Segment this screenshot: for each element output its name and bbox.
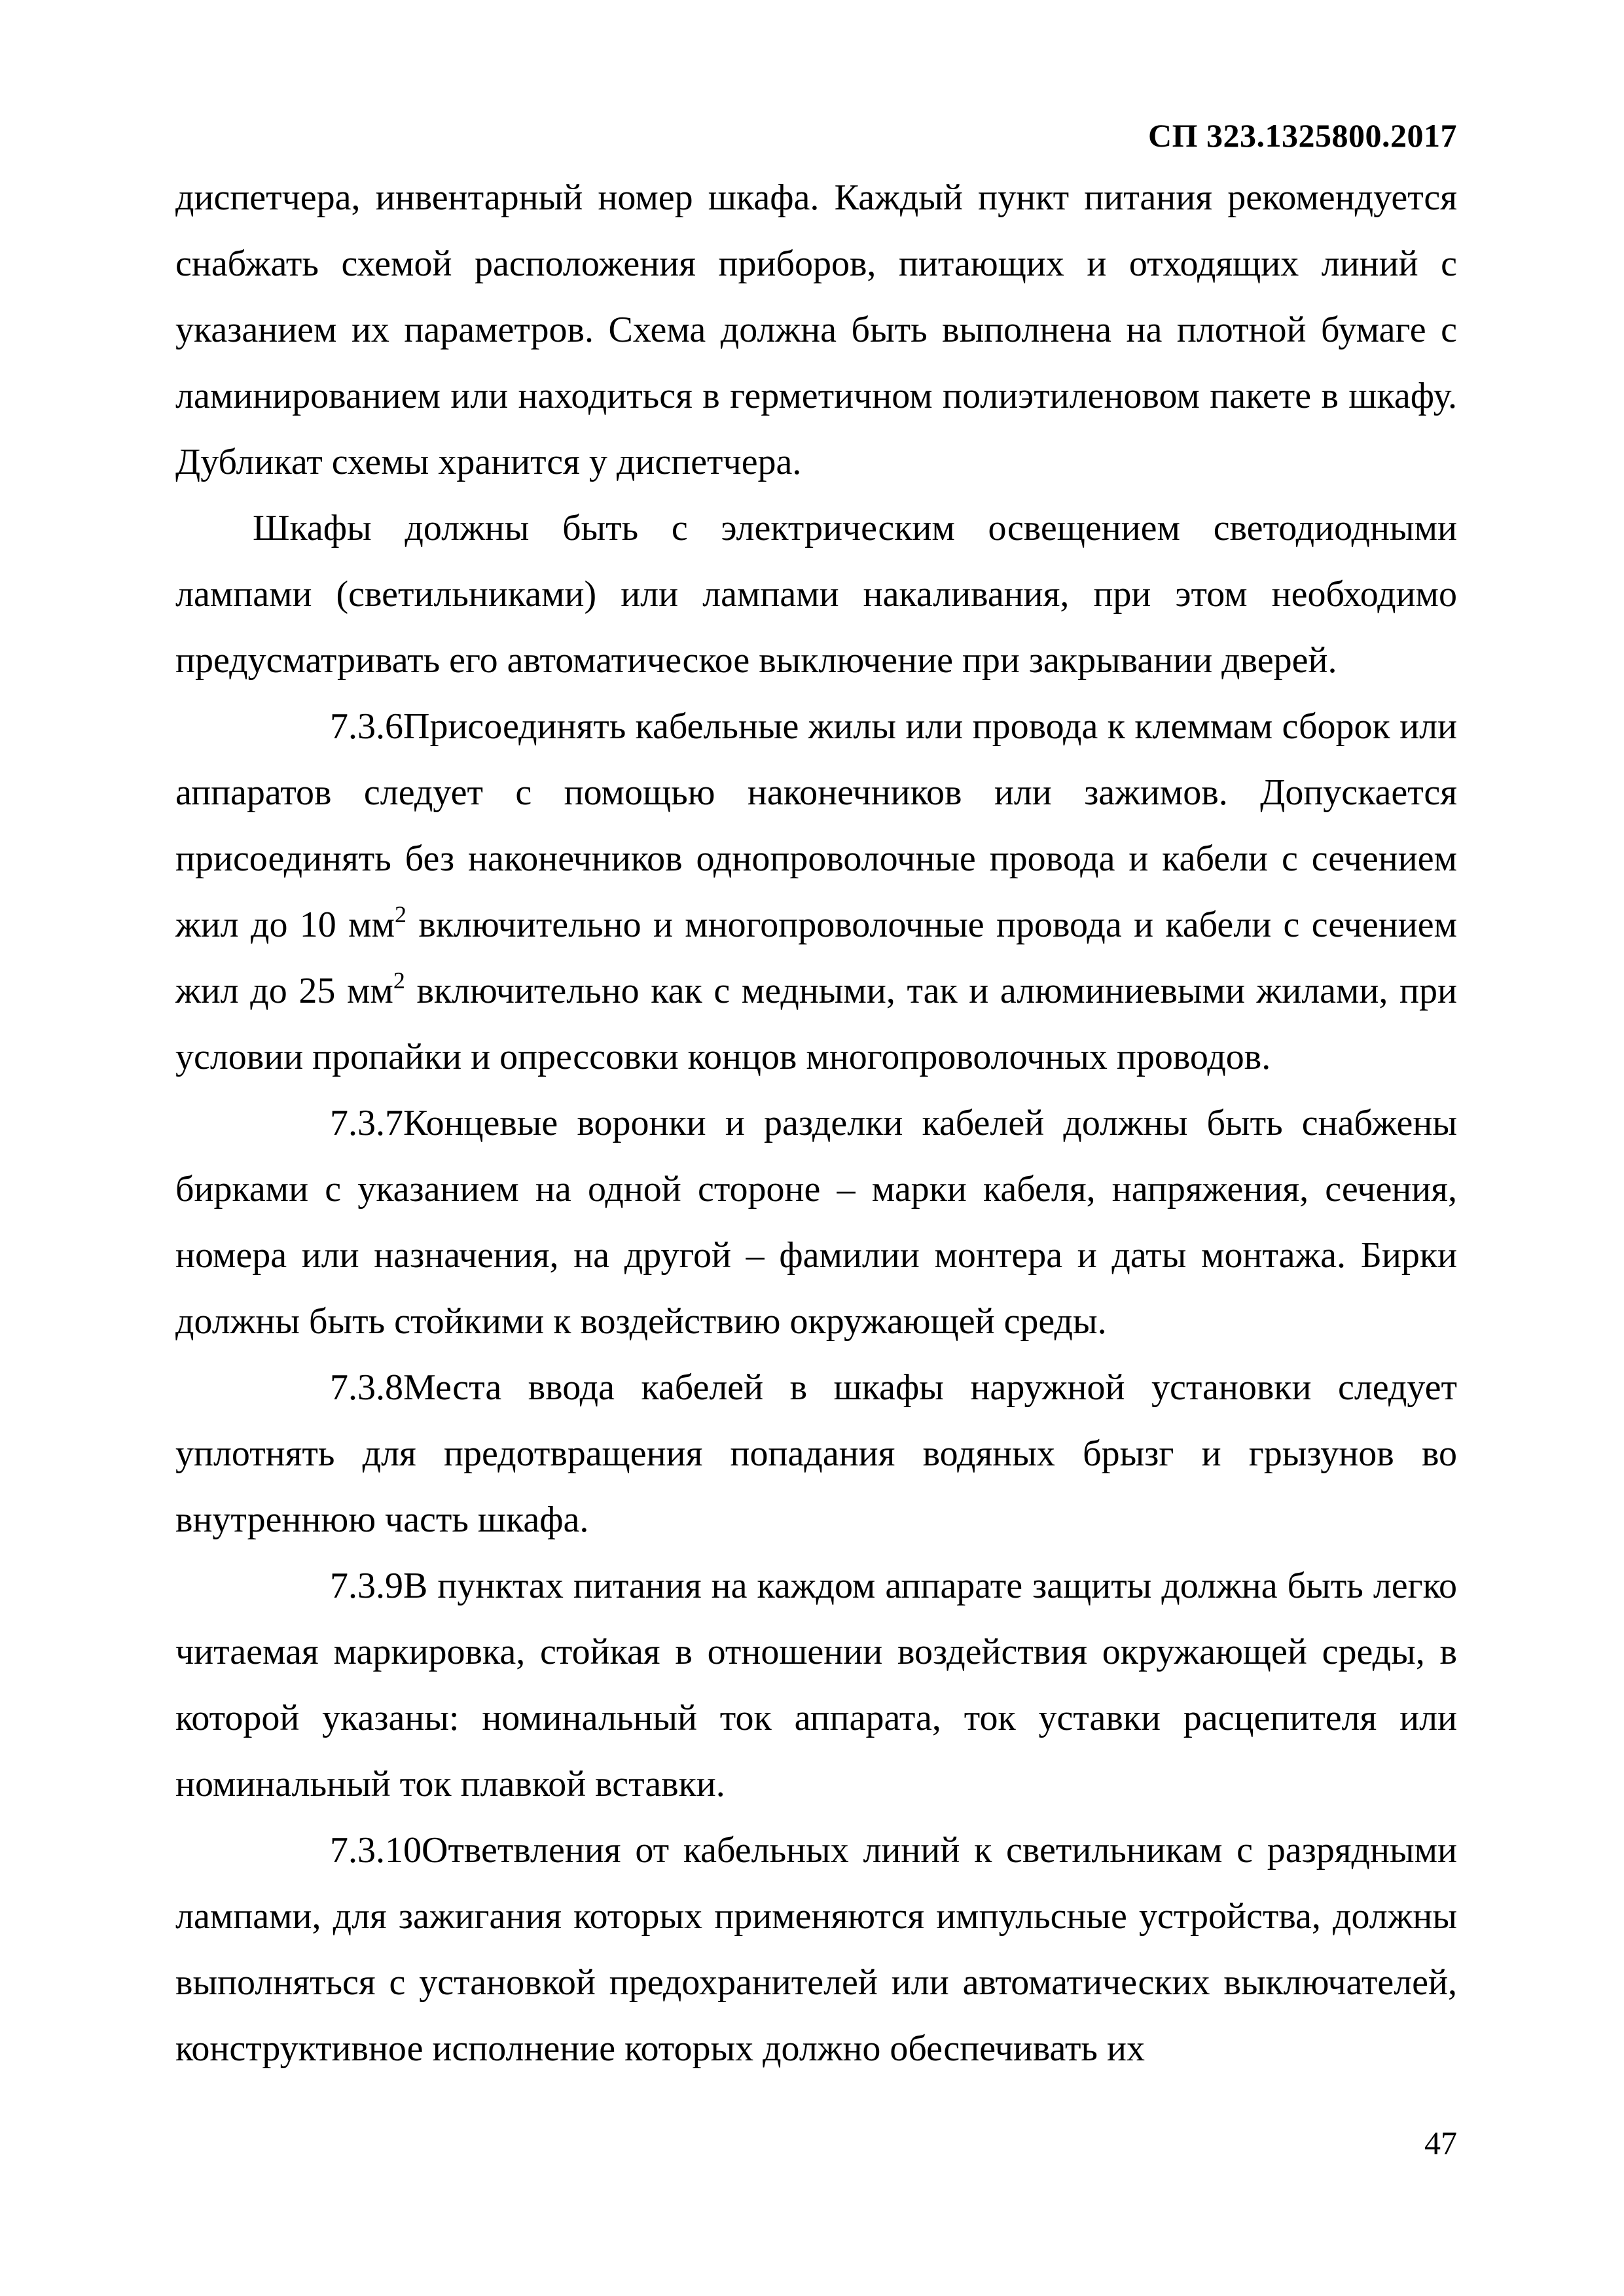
document-code-header: СП 323.1325800.2017 <box>1148 117 1457 154</box>
superscript-squared: 2 <box>393 967 405 994</box>
page-number: 47 <box>1424 2125 1457 2161</box>
superscript-squared: 2 <box>395 901 407 927</box>
paragraph-clause-7-3-7 <box>175 1090 1457 1355</box>
clause-number: 7.3.6 <box>330 706 403 747</box>
paragraph-clause-7-3-9 <box>175 1553 1457 1818</box>
clause-text-part-a: Присоединять кабельные жилы или провода к клеммам сборок или аппаратов следует с помощью наконечников или зажимов. Допускается присоединять без наконечников однопроволочные провода и кабели с сечением жил до 10 мм <box>175 706 1457 945</box>
paragraph-clause-7-3-8 <box>175 1355 1457 1553</box>
clause-text: Места ввода кабелей в шкафы наружной установки следует уплотнять для предотвращения попадания водяных брызг и грызунов во внутреннюю часть шкафа. <box>175 1367 1457 1540</box>
clause-number: 7.3.10 <box>330 1830 422 1871</box>
clause-number: 7.3.8 <box>330 1367 403 1408</box>
paragraph-continuation: диспетчера, инвентарный номер шкафа. Каждый пункт питания рекомендуется снабжать схемой расположения приборов, питающих и отходящих линий с указанием их параметров. Схема должна быть выполнена на плотной бумаге с ламинированием или находиться в герметичном полиэтиленовом пакете в шкафу. Дубликат схемы хранится у диспетчера. <box>175 177 1457 482</box>
clause-text-part-c: включительно как с медными, так и алюминиевыми жилами, при условии пропайки и опрессовки концов многопроволочных проводов. <box>175 971 1457 1077</box>
clause-number: 7.3.7 <box>330 1103 403 1143</box>
clause-text-part-b: включительно и многопроволочные провода и кабели с сечением жил до 25 мм <box>175 905 1457 1011</box>
clause-text: Концевые воронки и разделки кабелей должны быть снабжены бирками с указанием на одной стороне – марки кабеля, напряжения, сечения, номера или назначения, на другой – фамилии монтера и даты монтажа. Бирки должны быть стойкими к воздействию окружающей среды. <box>175 1103 1457 1342</box>
paragraph-cabinet-lighting: Шкафы должны быть с электрическим освещением светодиодными лампами (светильниками) или лампами накаливания, при этом необходимо предусматривать его автоматическое выключение при закрывании дверей. <box>175 508 1457 681</box>
clause-text: В пунктах питания на каждом аппарате защиты должна быть легко читаемая маркировка, стойкая в отношении воздействия окружающей среды, в которой указаны: номинальный ток аппарата, ток уставки расцепителя или номинальный ток плавкой вставки. <box>175 1566 1457 1804</box>
document-body <box>175 165 1457 2082</box>
clause-text: Ответвления от кабельных линий к светильникам с разрядными лампами, для зажигания которых применяются импульсные устройства, должны выполняться с установкой предохранителей или автоматических выключателей, конструктивное исполнение которых должно обеспечивать их <box>175 1830 1457 2069</box>
paragraph-clause-7-3-6 <box>175 694 1457 1090</box>
clause-number: 7.3.9 <box>330 1566 403 1606</box>
paragraph-clause-7-3-10 <box>175 1818 1457 2082</box>
